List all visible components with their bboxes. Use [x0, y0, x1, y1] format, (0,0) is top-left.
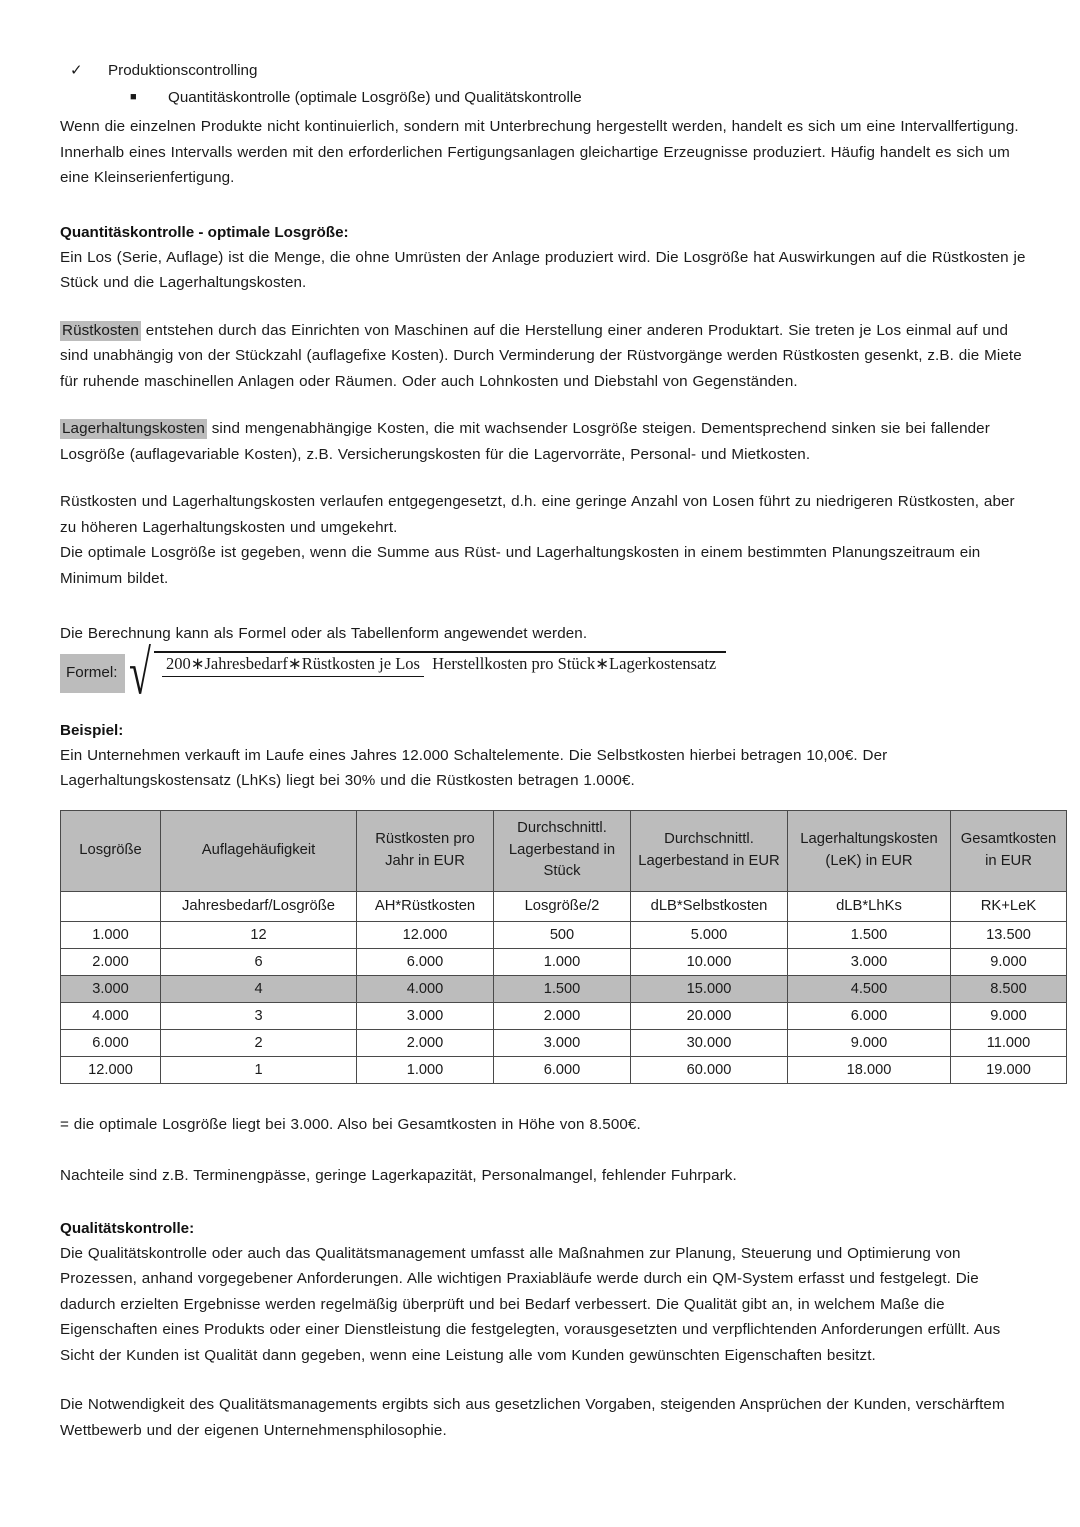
table-cell: 1: [161, 1056, 357, 1083]
square-bullet-icon: ■: [130, 91, 137, 103]
formula-block: [60, 636, 1035, 707]
table-cell: 20.000: [631, 1002, 788, 1029]
table-cell: 10.000: [631, 948, 788, 975]
table-cell: 1.000: [61, 921, 161, 948]
fraction-numerator: 200∗Jahresbedarf∗Rüstkosten je Los: [162, 652, 424, 677]
table-cell: 12.000: [61, 1056, 161, 1083]
nachteile-text: Nachteile sind z.B. Terminengpässe, geringe Lagerkapazität, Personalmangel, fehlender Fuhrpark.: [60, 1167, 737, 1184]
table-cell: 13.500: [951, 921, 1067, 948]
paragraph-qualitaet-1: Die Qualitätskontrolle oder auch das Qualitätsmanagement umfasst alle Maßnahmen zur Planung, Steuerung und Optimierung von Prozessen, anhand vorgegebener Anforderungen. Alle wichtigen Praxiabläufe werde durch ein QM-System erfasst und festgelegt. Die dadurch erzielten Ergebnisse werden regelmäßig überprüft und bei Bedarf verbessert. Die Qualität gibt an, in welchem Maße die Eigenschaften eines Produkts oder einer Dienstleistung die festgelegten, vorausgesetzten und verpflichtenden Anforderungen erfüllt. Aus Sicht der Kunden ist Qualität dann gegeben, wenn eine Leistung alle vom Kunden gewünschten Eigenschaften besitzt.: [60, 1244, 1001, 1364]
paragraph-gegensatz: Rüstkosten und Lagerhaltungskosten verlaufen entgegengesetzt, d.h. eine geringe Anzahl von Losen führt zu niedrigeren Rüstkosten, aber zu höheren Lagerhaltungskosten und umgekehrt.: [60, 493, 1015, 536]
table-cell: 11.000: [951, 1029, 1067, 1056]
bullet-label: Produktionscontrolling: [108, 62, 258, 79]
table-cell: 2.000: [357, 1029, 494, 1056]
table-header-cell-lagerhaltungskosten: Lagerhaltungskosten (LeK) in EUR: [788, 810, 951, 891]
table-body: [61, 891, 1067, 1083]
table-cell: 1.500: [788, 921, 951, 948]
paragraph-beispiel: Ein Unternehmen verkauft im Laufe eines Jahres 12.000 Schaltelemente. Die Selbstkosten hierbei betragen 10,00€. Der Lagerhaltungskostensatz (LhKs) liegt bei 30% und die Rüstkosten betragen 1.000€.: [60, 746, 888, 789]
bullet-label: Quantitäskontrolle (optimale Losgröße) und Qualitätskontrolle: [168, 89, 582, 106]
table-cell: 3: [161, 1002, 357, 1029]
square-root-expression: [129, 636, 726, 707]
table-cell-formula-5: dLB*LhKs: [788, 891, 951, 921]
table-cell-formula-1: Jahresbedarf/Losgröße: [161, 891, 357, 921]
radical-icon: √: [129, 636, 152, 707]
table-cell: 60.000: [631, 1056, 788, 1083]
formula-label: Formel:: [60, 654, 125, 693]
table-header-cell-lagerbestand-stueck: Durchschnittl. Lagerbestand in Stück: [494, 810, 631, 891]
table-cell: 6: [161, 948, 357, 975]
table-cell-formula-3: Losgröße/2: [494, 891, 631, 921]
highlighted-term-lagerhaltungskosten: Lagerhaltungskosten: [62, 420, 205, 437]
heading-beispiel: Beispiel:: [60, 721, 124, 739]
table-cell: 2.000: [494, 1002, 631, 1029]
table-cell-formula-2: AH*Rüstkosten: [357, 891, 494, 921]
table-row: [61, 1029, 1067, 1056]
table-cell: 2: [161, 1029, 357, 1056]
intro-paragraph: Wenn die einzelnen Produkte nicht kontinuierlich, sondern mit Unterbrechung hergestellt werden, handelt es sich um eine Intervallfertigung. Innerhalb eines Intervalls werden mit den erforderlichen Fertigungsanlagen gleichartige Erzeugnisse produziert. Häufig handelt es sich um eine Kleinserienfertigung.: [60, 118, 1019, 186]
table-cell: 500: [494, 921, 631, 948]
table-cell: 6.000: [357, 948, 494, 975]
table-cell: 4: [161, 975, 357, 1002]
table-cell: 30.000: [631, 1029, 788, 1056]
table-cell: 1.000: [357, 1056, 494, 1083]
table-header: [61, 810, 1067, 891]
checkmark-bullet-icon: ✓: [70, 62, 83, 79]
paragraph-los-definition: Ein Los (Serie, Auflage) ist die Menge, die ohne Umrüsten der Anlage produziert wird. Die Losgröße hat Auswirkungen auf die Rüstkosten je Stück und die Lagerhaltungskosten.: [60, 248, 1026, 291]
table-cell: 9.000: [951, 948, 1067, 975]
table-cell-formula-0: [61, 891, 161, 921]
table-cell: 3.000: [788, 948, 951, 975]
table-cell: 12: [161, 921, 357, 948]
table-cell: 12.000: [357, 921, 494, 948]
paragraph-lagerhaltungskosten-body: sind mengenabhängige Kosten, die mit wachsender Losgröße steigen. Dementsprechend sinken sie bei fallender Losgröße (auflagevariable Kosten), z.B. Versicherungskosten für die Lagervorräte, Personal- und Mietkosten.: [60, 420, 990, 463]
table-row: [61, 948, 1067, 975]
table-header-row: [61, 810, 1067, 891]
bullet-item-quantitaetskontrolle: [60, 85, 1035, 110]
table-cell: 4.000: [61, 1002, 161, 1029]
table-cell: 9.000: [951, 1002, 1067, 1029]
table-header-cell-auflagehaeufigkeit: Auflagehäufigkeit: [161, 810, 357, 891]
table-formula-row: [61, 891, 1067, 921]
table-cell: 15.000: [631, 975, 788, 1002]
table-cell: 18.000: [788, 1056, 951, 1083]
table-row-optimal: [61, 975, 1067, 1002]
heading-qualitaetskontrolle: Qualitätskontrolle:: [60, 1219, 195, 1237]
table-cell: 19.000: [951, 1056, 1067, 1083]
table-header-cell-losgroesse: Losgröße: [61, 810, 161, 891]
losgroessen-table: [60, 810, 1067, 1084]
table-header-cell-ruestkosten: Rüstkosten pro Jahr in EUR: [357, 810, 494, 891]
table-cell-formula-4: dLB*Selbstkosten: [631, 891, 788, 921]
table-cell: 5.000: [631, 921, 788, 948]
table-cell: 6.000: [494, 1056, 631, 1083]
table-cell: 4.500: [788, 975, 951, 1002]
table-cell: 3.000: [61, 975, 161, 1002]
paragraph-ruestkosten: [60, 318, 1035, 395]
table-row: [61, 1056, 1067, 1083]
table-cell: 8.500: [951, 975, 1067, 1002]
table-header-cell-lagerbestand-eur: Durchschnittl. Lagerbestand in EUR: [631, 810, 788, 891]
heading-quantitaetskontrolle: Quantitäskontrolle - optimale Losgröße:: [60, 223, 349, 241]
table-cell: 6.000: [788, 1002, 951, 1029]
table-row: [61, 1002, 1067, 1029]
table-cell-formula-6: RK+LeK: [951, 891, 1067, 921]
paragraph-lagerhaltungskosten: [60, 416, 1035, 467]
paragraph-ruestkosten-body: entstehen durch das Einrichten von Maschinen auf die Herstellung einer anderen Produktart. Sie treten je Los einmal auf und sind unabhängig von der Stückzahl (auflagefixe Kosten). Durch Verminderung der Rüstvorgänge werden Rüstkosten gesenkt, z.B. die Miete für ruhende maschinellen Anlagen oder Räumen. Oder auch Lohnkosten und Diebstahl von Gegenständen.: [60, 321, 1022, 390]
table-cell: 1.500: [494, 975, 631, 1002]
bullet-item-produktionscontrolling: [60, 58, 1035, 83]
fraction-denominator: Herstellkosten pro Stück∗Lagerkostensatz: [432, 653, 717, 673]
paragraph-berechnung: Die Berechnung kann als Formel oder als Tabellenform angewendet werden.: [60, 625, 588, 642]
radicand-fraction: [154, 651, 726, 697]
paragraph-minimum: Die optimale Losgröße ist gegeben, wenn die Summe aus Rüst- und Lagerhaltungskosten in einem bestimmten Planungszeitraum ein Minimum bildet.: [60, 544, 981, 587]
paragraph-qualitaet-2: Die Notwendigkeit des Qualitätsmanagements ergibts sich aus gesetzlichen Vorgaben, steigenden Ansprüchen der Kunden, verschärftem Wettbewerb und der eigenen Unternehmensphilosophie.: [60, 1396, 1005, 1439]
highlighted-term-ruestkosten: Rüstkosten: [62, 321, 139, 339]
table-cell: 3.000: [357, 1002, 494, 1029]
table-cell: 1.000: [494, 948, 631, 975]
conclusion-text: = die optimale Losgröße liegt bei 3.000. Also bei Gesamtkosten in Höhe von 8.500€.: [60, 1115, 641, 1133]
table-cell: 2.000: [61, 948, 161, 975]
table-cell: 4.000: [357, 975, 494, 1002]
table-row: [61, 921, 1067, 948]
table-cell: 9.000: [788, 1029, 951, 1056]
table-header-cell-gesamtkosten: Gesamtkosten in EUR: [951, 810, 1067, 891]
table-cell: 3.000: [494, 1029, 631, 1056]
table-cell: 6.000: [61, 1029, 161, 1056]
